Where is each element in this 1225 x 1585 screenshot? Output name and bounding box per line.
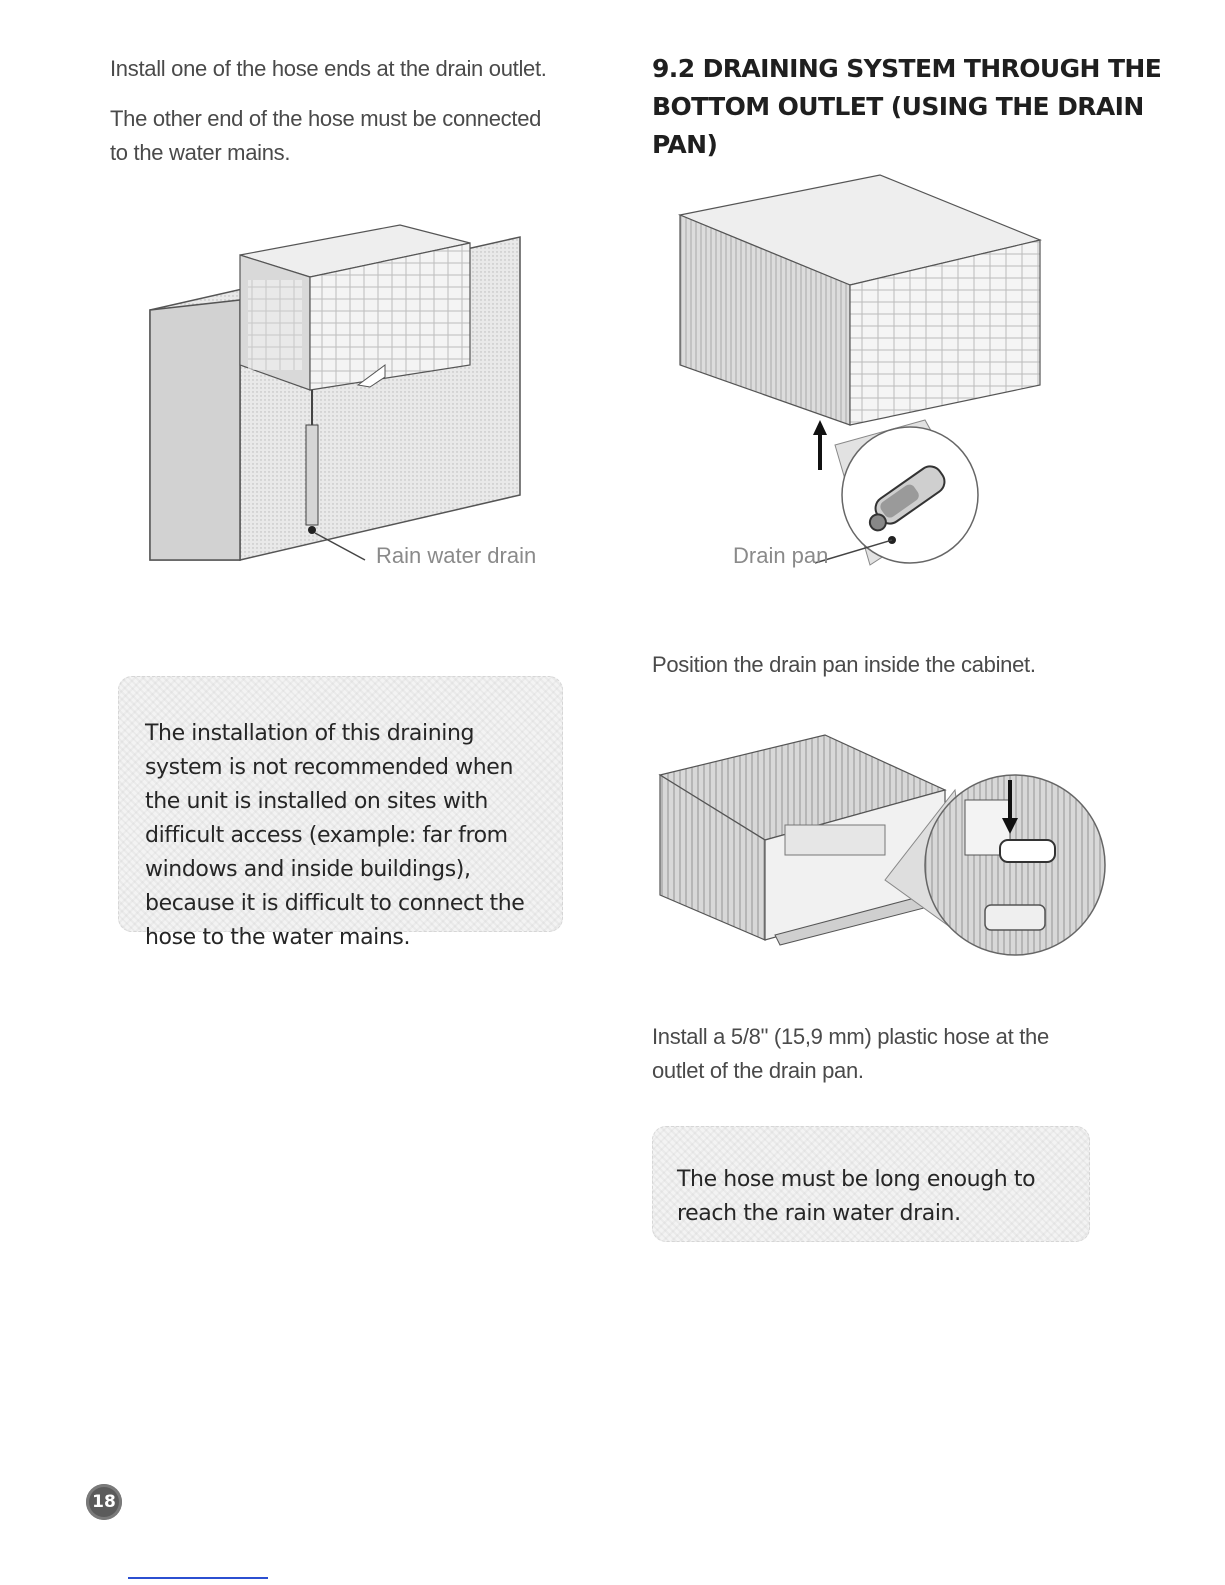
warning-note-left (118, 676, 563, 950)
warning-note-left-text: The installation of this draining system is not recommended when the unit is installed on sites with difficult access (example: far from windows and inside buildings), because it is difficult to connect the hose to the water mains. (145, 721, 525, 950)
position-drain-pan-text: Position the drain pan inside the cabinet. (652, 652, 1036, 677)
hose-length-note (652, 1126, 1090, 1242)
drain-pan-label: Drain pan (733, 543, 829, 568)
install-hose-text: Install a 5/8" (15,9 mm) plastic hose at the outlet of the drain pan. (652, 1024, 1049, 1083)
footer-rule (128, 1577, 268, 1579)
intro-paragraph-2: The other end of the hose must be connected to the water mains. (110, 106, 542, 165)
cabinet-drain-pan-illustration (655, 730, 1115, 990)
section-heading: 9.2 DRAINING SYSTEM THROUGH THE BOTTOM OUTLET (USING THE DRAIN PAN) (652, 54, 1162, 159)
drain-pan-unit-illustration (670, 170, 1070, 590)
page-number-badge: 18 (86, 1484, 122, 1520)
wall-mounted-unit-illustration (140, 215, 540, 585)
hose-length-note-text: The hose must be long enough to reach the rain water drain. (677, 1167, 1036, 1226)
rain-water-drain-label: Rain water drain (376, 543, 537, 568)
intro-paragraph-1: Install one of the hose ends at the drain outlet. (110, 56, 547, 81)
